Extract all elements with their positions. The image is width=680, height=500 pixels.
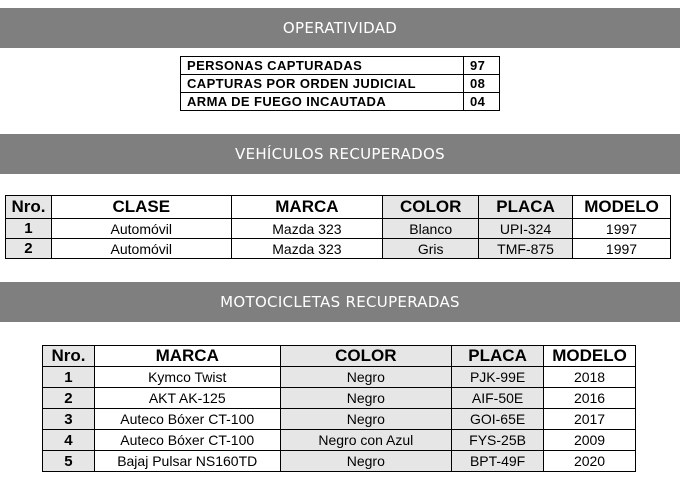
cell-placa: GOI-65E	[452, 409, 544, 430]
cell-modelo: 1997	[573, 239, 671, 259]
cell-modelo: 2018	[544, 367, 636, 388]
col-header: COLOR	[383, 196, 479, 219]
cell-placa: BPT-49F	[452, 451, 544, 472]
cell-placa: TMF-875	[479, 239, 573, 259]
table-row	[43, 430, 636, 451]
vehiculos-table	[5, 195, 671, 259]
cell-clase: Automóvil	[51, 239, 231, 259]
cell-placa: FYS-25B	[452, 430, 544, 451]
cell-marca: Kymco Twist	[94, 367, 280, 388]
cell-marca: Bajaj Pulsar NS160TD	[94, 451, 280, 472]
cell-nro: 1	[43, 367, 95, 388]
col-header: MARCA	[231, 196, 383, 219]
col-header: PLACA	[452, 346, 544, 367]
cell-placa: AIF-50E	[452, 388, 544, 409]
cell-modelo: 1997	[573, 219, 671, 239]
cell-nro: 4	[43, 430, 95, 451]
cell-placa: UPI-324	[479, 219, 573, 239]
row-value: 04	[464, 93, 500, 111]
col-header: CLASE	[51, 196, 231, 219]
cell-color: Negro	[280, 367, 452, 388]
motocicletas-table	[42, 345, 636, 472]
table-row	[43, 451, 636, 472]
cell-placa: PJK-99E	[452, 367, 544, 388]
row-label: CAPTURAS POR ORDEN JUDICIAL	[181, 75, 464, 93]
cell-color: Blanco	[383, 219, 479, 239]
row-value: 08	[464, 75, 500, 93]
cell-modelo: 2009	[544, 430, 636, 451]
table-row	[43, 409, 636, 430]
cell-color: Gris	[383, 239, 479, 259]
cell-marca: Auteco Bóxer CT-100	[94, 409, 280, 430]
operatividad-table	[180, 56, 500, 111]
table-row	[181, 75, 500, 93]
motocicletas-title: MOTOCICLETAS RECUPERADAS	[0, 282, 680, 322]
cell-modelo: 2016	[544, 388, 636, 409]
col-header: PLACA	[479, 196, 573, 219]
cell-clase: Automóvil	[51, 219, 231, 239]
cell-nro: 3	[43, 409, 95, 430]
table-row	[181, 93, 500, 111]
cell-marca: Auteco Bóxer CT-100	[94, 430, 280, 451]
cell-color: Negro con Azul	[280, 430, 452, 451]
row-value: 97	[464, 57, 500, 75]
cell-nro: 1	[6, 219, 52, 239]
table-row	[43, 367, 636, 388]
cell-marca: AKT AK-125	[94, 388, 280, 409]
cell-color: Negro	[280, 451, 452, 472]
col-header: Nro.	[43, 346, 95, 367]
table-header-row	[6, 196, 671, 219]
col-header: MARCA	[94, 346, 280, 367]
cell-color: Negro	[280, 388, 452, 409]
cell-modelo: 2017	[544, 409, 636, 430]
cell-nro: 2	[6, 239, 52, 259]
operatividad-title: OPERATIVIDAD	[0, 8, 680, 48]
col-header: COLOR	[280, 346, 452, 367]
table-header-row	[43, 346, 636, 367]
cell-nro: 2	[43, 388, 95, 409]
row-label: ARMA DE FUEGO INCAUTADA	[181, 93, 464, 111]
table-row	[43, 388, 636, 409]
cell-marca: Mazda 323	[231, 219, 383, 239]
col-header: MODELO	[573, 196, 671, 219]
col-header: MODELO	[544, 346, 636, 367]
row-label: PERSONAS CAPTURADAS	[181, 57, 464, 75]
cell-color: Negro	[280, 409, 452, 430]
table-row	[6, 219, 671, 239]
cell-marca: Mazda 323	[231, 239, 383, 259]
table-row	[6, 239, 671, 259]
cell-modelo: 2020	[544, 451, 636, 472]
table-row	[181, 57, 500, 75]
vehiculos-title: VEHÍCULOS RECUPERADOS	[0, 134, 680, 174]
col-header: Nro.	[6, 196, 52, 219]
cell-nro: 5	[43, 451, 95, 472]
